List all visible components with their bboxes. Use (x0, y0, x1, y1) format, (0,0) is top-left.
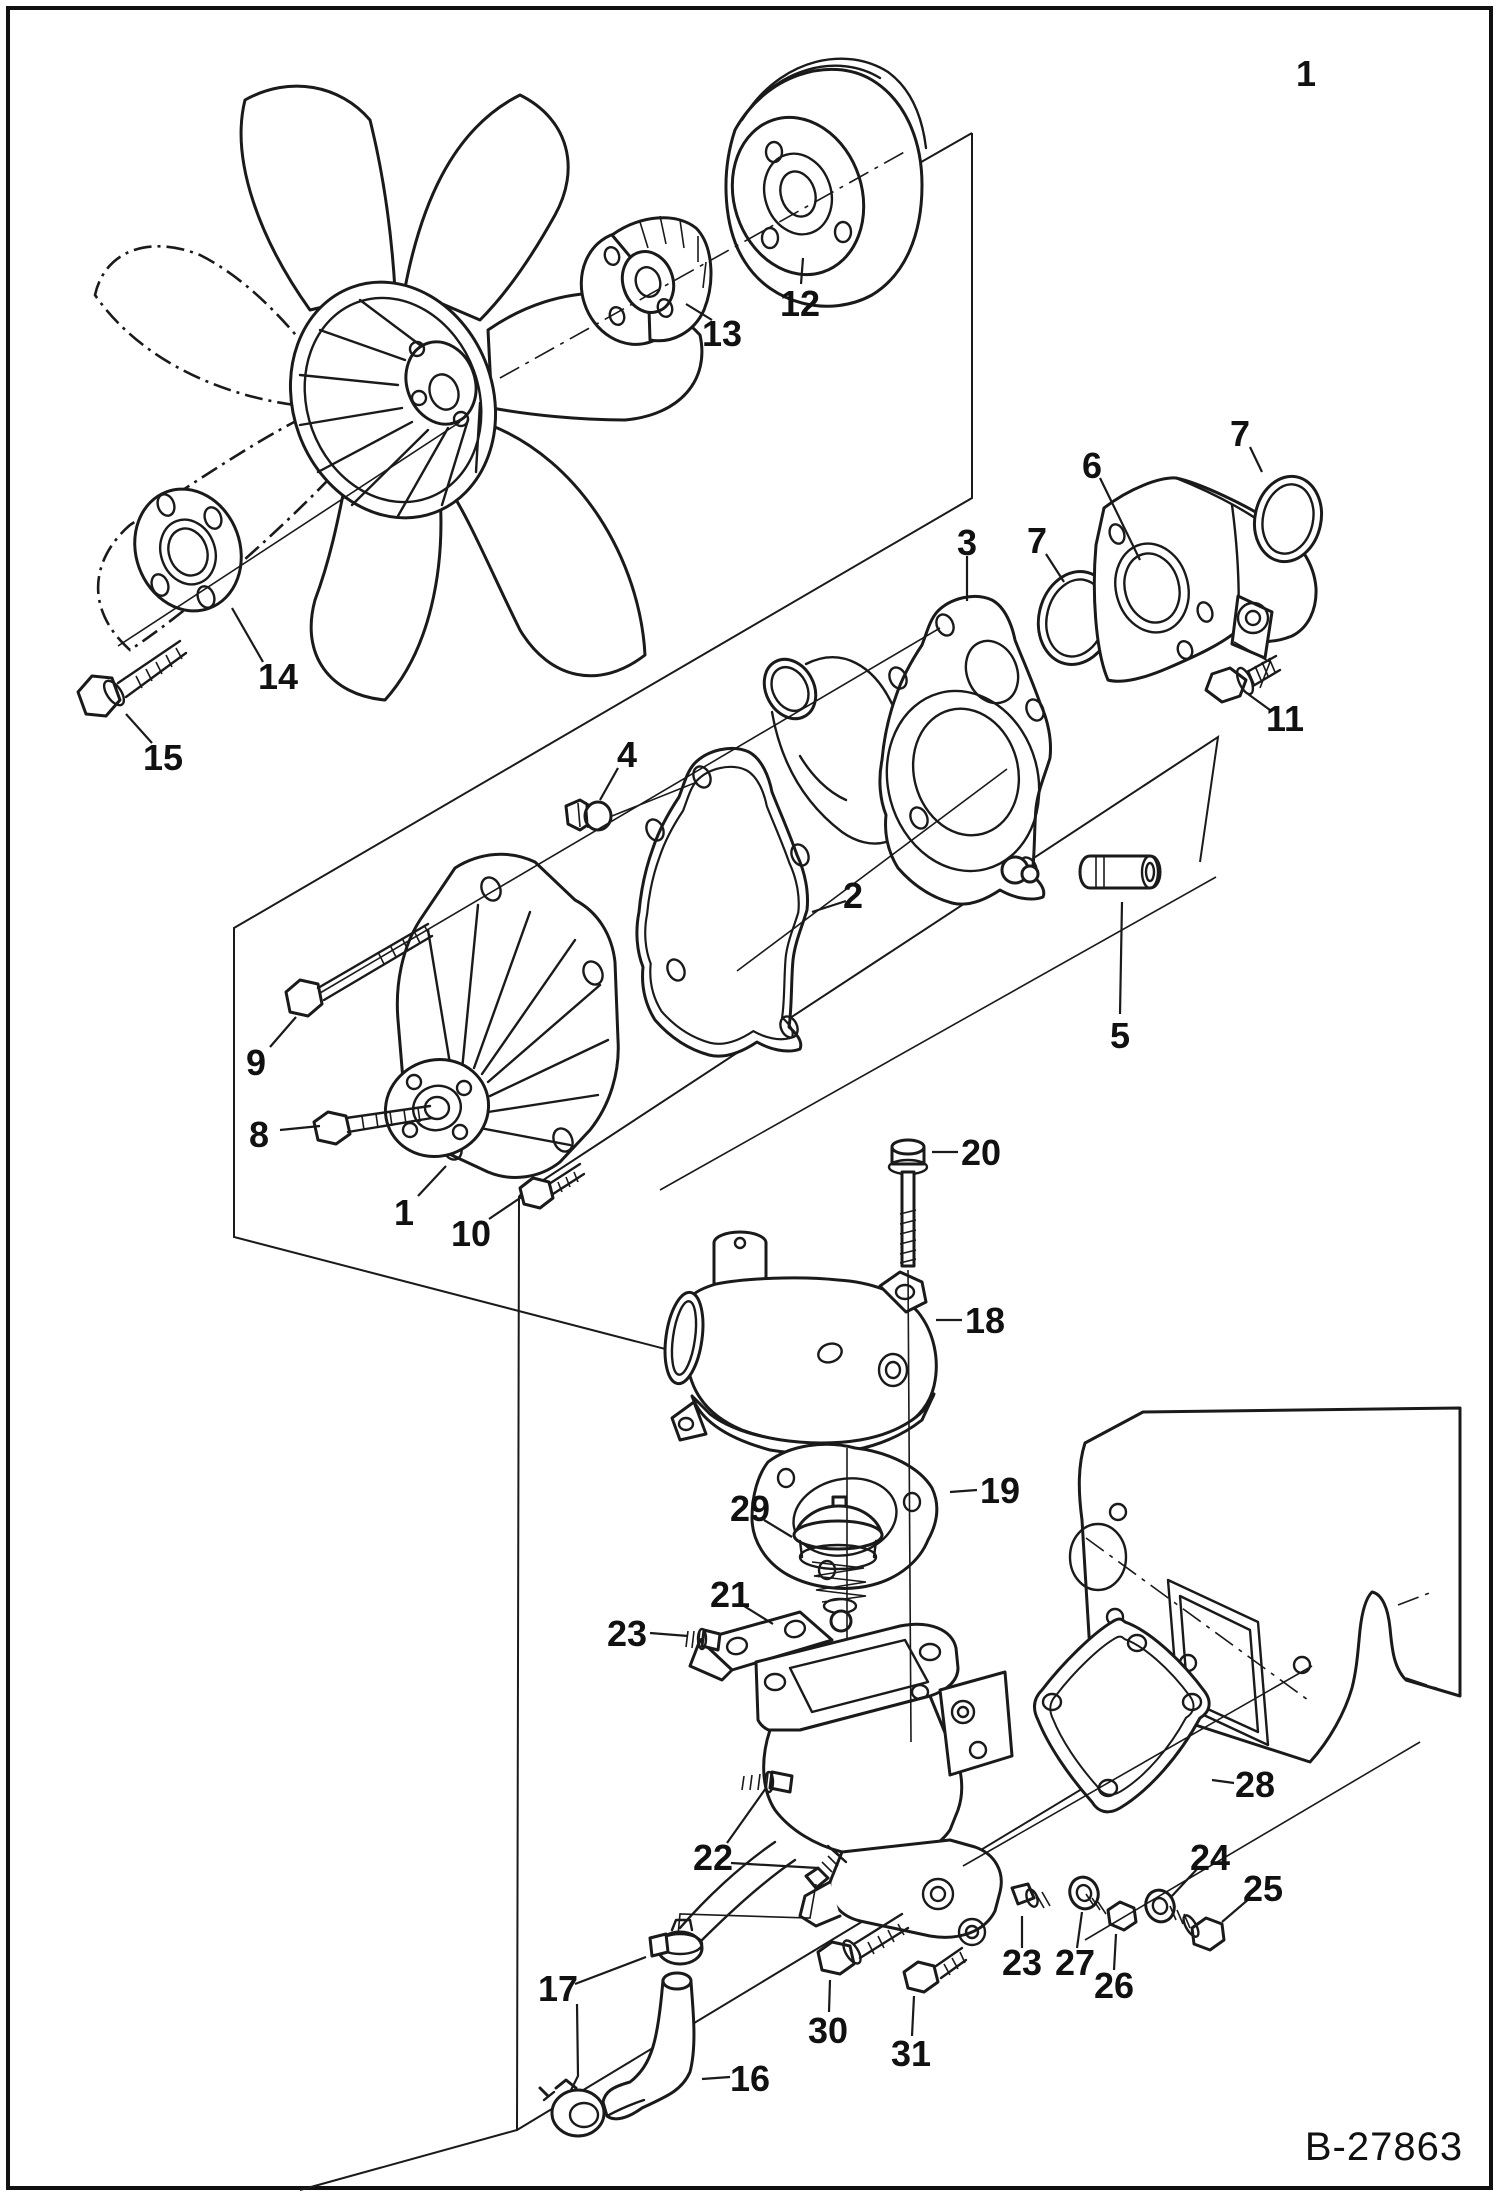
bolt-25 (1170, 1906, 1224, 1950)
hose-clamp-17-upper (650, 1920, 702, 1964)
callout-17: 17 (537, 1968, 579, 2009)
callout-6: 6 (1081, 445, 1103, 486)
callout-16: 16 (729, 2058, 771, 2099)
callout-22: 22 (692, 1837, 734, 1878)
callout-24: 24 (1189, 1837, 1231, 1878)
callout-3: 3 (956, 522, 978, 563)
sleeve-fitting-5 (1080, 856, 1160, 888)
callout-18: 18 (964, 1300, 1006, 1341)
fan-bolt-15 (78, 641, 186, 716)
fan-blade-hidden (95, 246, 300, 405)
callout-10: 10 (450, 1213, 492, 1254)
washer-24 (1141, 1886, 1178, 1926)
callout-19: 19 (979, 1470, 1021, 1511)
callout-4: 4 (616, 734, 638, 775)
water-pump-pulley-12 (712, 59, 926, 307)
bolt-20 (889, 1140, 927, 1266)
callout-11: 11 (1265, 698, 1305, 739)
hose-16 (603, 1973, 694, 2119)
callout-23-left: 23 (606, 1613, 648, 1654)
callout-29: 29 (729, 1488, 771, 1529)
callout-30: 30 (807, 2010, 849, 2051)
callout-21: 21 (709, 1574, 751, 1615)
callout-31: 31 (890, 2033, 932, 2074)
callout-8: 8 (248, 1114, 270, 1155)
callout-25: 25 (1242, 1868, 1284, 1909)
fitting-22-upper (742, 1772, 792, 1792)
callout-23-bottom: 23 (1001, 1942, 1043, 1983)
callout-13: 13 (701, 313, 743, 354)
callout-14: 14 (257, 656, 299, 697)
callout-2: 2 (842, 875, 864, 916)
callout-1-corner: 1 (1295, 53, 1317, 94)
callout-7-right: 7 (1229, 413, 1251, 454)
callout-5: 5 (1109, 1015, 1131, 1056)
callout-12: 12 (779, 283, 821, 324)
callout-9: 9 (245, 1042, 267, 1083)
callout-20: 20 (960, 1132, 1002, 1173)
thermostat-cover-18 (660, 1232, 937, 1454)
callout-26: 26 (1093, 1965, 1135, 2006)
bolt-31 (904, 1948, 966, 1992)
plug-23-left (686, 1629, 720, 1650)
pump-gasket-2 (637, 748, 812, 1056)
callout-7-mid: 7 (1026, 520, 1048, 561)
plug-23-bottom (1012, 1884, 1050, 1908)
callout-28: 28 (1234, 1764, 1276, 1805)
callout-1-pump: 1 (393, 1192, 415, 1233)
figure-reference-code: B-27863 (1304, 2125, 1464, 2169)
callout-15: 15 (142, 737, 184, 778)
callout-27: 27 (1054, 1942, 1096, 1983)
water-pump-assembly-1 (372, 854, 619, 1177)
